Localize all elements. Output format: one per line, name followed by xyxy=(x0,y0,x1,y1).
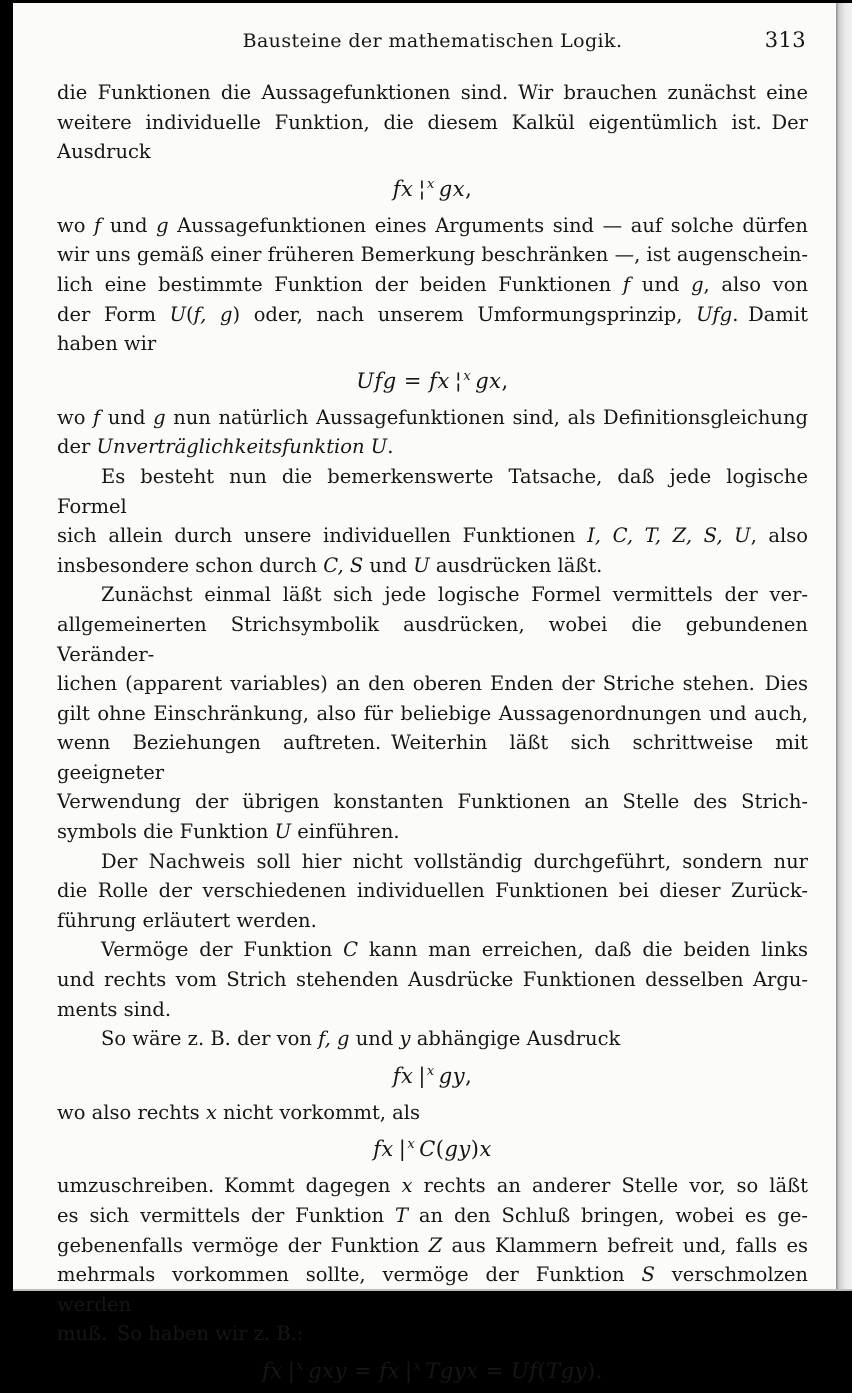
text-line xyxy=(57,787,808,817)
text-line xyxy=(57,995,808,1025)
text-run: mehrmals vorkommen sollte, vermöge der Funktion xyxy=(57,1263,642,1287)
text-line xyxy=(57,270,808,300)
page-header xyxy=(57,28,808,54)
formula-line xyxy=(57,1134,808,1164)
text-run: ( xyxy=(537,1358,547,1383)
math-variable-run: g xyxy=(153,405,166,429)
text-run: führung erläutert werden. xyxy=(57,908,317,932)
text-run: und rechts vom Strich stehenden Ausdrücke Funktionen desselben Argu- xyxy=(57,968,808,992)
text-run: und xyxy=(363,553,414,577)
text-run: und xyxy=(100,405,154,429)
text-run: gilt ohne Einschränkung, also für beliebige Aussagenordnungen und auch, xyxy=(57,701,808,725)
text-line xyxy=(57,462,808,521)
page-bottom-edge xyxy=(13,1289,852,1291)
math-variable-run: f xyxy=(622,272,631,296)
stroke-symbol: | xyxy=(418,1063,426,1088)
stroke-superscript-variable: x xyxy=(296,1358,305,1374)
text-run: Zunächst einmal läßt sich jede logische Formel vermittels der ver- xyxy=(101,583,808,607)
math-variable-run: Unverträglichkeitsfunktion U xyxy=(96,435,388,459)
page-content xyxy=(57,3,808,1393)
math-variable-run: f xyxy=(93,405,101,429)
math-variable-run: x xyxy=(401,1174,413,1198)
text-run: , xyxy=(501,368,509,393)
text-run: ) xyxy=(470,1137,480,1162)
text-line xyxy=(57,551,808,581)
text-run: an den Schluß bringen, wobei es ge- xyxy=(408,1204,808,1227)
text-run: = xyxy=(346,1358,380,1383)
text-run: der xyxy=(57,435,97,459)
math-variable-run: C xyxy=(419,1137,436,1162)
math-variable-run: Ufg xyxy=(696,302,733,326)
math-variable-run: Uf xyxy=(510,1358,538,1383)
text-run: = xyxy=(478,1358,511,1383)
text-run: wo also rechts xyxy=(57,1100,206,1124)
text-run: ments sind. xyxy=(57,997,172,1021)
text-run: allgemeinerten Strichsymbolik ausdrücken, wobei die gebundenen Veränder- xyxy=(57,612,808,666)
math-variable-run: fx xyxy=(392,1063,414,1088)
math-variable-run: U xyxy=(274,820,292,844)
running-title: Bausteine der mathematischen Logik. xyxy=(242,30,623,52)
text-run: kann man erreichen, daß die beiden links xyxy=(358,938,809,962)
text-run: der Form xyxy=(57,302,170,326)
math-variable-run: y xyxy=(399,1027,411,1051)
text-run: Ausdruck xyxy=(57,140,151,164)
text-line xyxy=(57,1319,808,1349)
stroke-superscript-variable: x xyxy=(407,1137,416,1153)
math-variable-run: fx xyxy=(429,368,450,393)
stroke-superscript-variable: x xyxy=(426,1063,435,1079)
text-run: ausdrücken läßt. xyxy=(429,553,603,577)
math-variable-run: fx xyxy=(379,1358,400,1383)
text-line xyxy=(57,211,808,241)
text-run: muß. So haben wir z. B.: xyxy=(57,1322,304,1346)
text-run: nicht vorkommt, als xyxy=(216,1100,421,1124)
text-run: wo xyxy=(57,405,94,429)
math-variable-run: Tgyx xyxy=(425,1358,479,1383)
text-run: So wäre z. B. der von xyxy=(101,1027,319,1051)
text-line xyxy=(57,965,808,995)
text-run: , xyxy=(465,1063,473,1088)
text-run: wenn Beziehungen auftreten. Weiterhin läßt sich schrittweise mit geeigneter xyxy=(57,731,808,784)
text-run: weitere individuelle Funktion, die diesem Kalkül eigentümlich ist. Der xyxy=(57,110,808,134)
text-run: lichen (apparent variables) an den oberen Enden der Striche stehen. Dies xyxy=(57,672,808,696)
text-run: wo xyxy=(57,213,95,237)
text-run: ). xyxy=(586,1358,603,1383)
formula-line xyxy=(57,1061,808,1091)
text-run: verschmolzen werden xyxy=(57,1263,808,1316)
text-run: . xyxy=(387,435,394,459)
math-variable-run: S xyxy=(641,1263,655,1287)
formula-line xyxy=(57,366,808,396)
math-variable-run: fx xyxy=(373,1137,394,1162)
math-variable-run: gy xyxy=(438,1063,466,1088)
math-variable-run: g xyxy=(156,213,169,237)
math-variable-run: x xyxy=(479,1137,492,1162)
page-edge-shadow xyxy=(836,3,852,1291)
text-line xyxy=(57,521,808,551)
text-line xyxy=(57,329,808,359)
math-variable-run: x xyxy=(205,1100,217,1124)
math-variable-run: U xyxy=(169,302,187,326)
text-run: und xyxy=(630,272,692,296)
math-variable-run: gxy xyxy=(308,1358,347,1383)
stroke-symbol: | xyxy=(404,1358,413,1383)
text-run: die Funktionen die Aussagefunktionen sind. Wir brauchen zunächst eine xyxy=(57,81,808,104)
page-body xyxy=(57,78,808,1386)
text-run: symbols die Funktion xyxy=(57,820,275,844)
math-variable-run: T xyxy=(395,1204,409,1227)
text-line xyxy=(57,432,808,462)
math-variable-run: f xyxy=(94,213,102,237)
formula-line xyxy=(57,1356,808,1386)
text-line xyxy=(57,847,808,877)
text-line xyxy=(57,1171,808,1201)
text-run: sich allein durch unsere individuellen Funktionen xyxy=(57,524,588,548)
stroke-superscript-variable: x xyxy=(413,1358,422,1374)
text-run: aus Klammern befreit und, falls es xyxy=(442,1233,809,1257)
text-line xyxy=(57,610,808,669)
text-run: Aussagefunktionen eines Arguments sind — auf solche dürfen xyxy=(168,213,808,237)
math-variable-run: U xyxy=(413,553,430,577)
text-run: einführen. xyxy=(291,820,400,844)
text-run: , xyxy=(465,176,473,201)
text-run: lich eine bestimmte Funktion der beiden Funktionen xyxy=(57,272,623,296)
text-run: wir uns gemäß einer früheren Bemerkung beschränken —, ist augenschein- xyxy=(57,243,808,267)
text-line xyxy=(57,876,808,906)
text-run: , also xyxy=(750,524,809,548)
math-variable-run: fx xyxy=(392,176,414,201)
text-line xyxy=(57,1231,808,1261)
text-run: umzuschreiben. Kommt dagegen xyxy=(57,1174,402,1198)
text-run: rechts an anderer Stelle vor, so läßt xyxy=(412,1174,808,1198)
text-line xyxy=(57,1098,808,1128)
math-variable-run: C xyxy=(343,938,359,962)
stroke-symbol: ¦ xyxy=(454,368,463,393)
text-run: ( xyxy=(186,302,194,326)
text-run: Es besteht nun die bemerkenswerte Tatsache, daß jede logische Formel xyxy=(57,464,808,518)
stroke-symbol: | xyxy=(398,1137,407,1162)
math-variable-run: gx xyxy=(438,176,466,201)
text-run: nun natürlich Aussagefunktionen sind, als Definitionsgleichung xyxy=(165,405,808,429)
math-variable-run: I, C, T, Z, S, U xyxy=(587,524,751,548)
text-line xyxy=(57,300,808,330)
text-run: Verwendung der übrigen konstanten Funktionen an Stelle des Strich- xyxy=(57,790,808,814)
text-line xyxy=(57,669,808,699)
text-line xyxy=(57,699,808,729)
math-variable-run: C, S xyxy=(323,553,364,577)
text-line xyxy=(57,1201,808,1231)
math-variable-run: gx xyxy=(475,368,502,393)
text-run: und xyxy=(101,213,157,237)
text-run: insbesondere schon durch xyxy=(57,553,324,577)
text-run: gebenenfalls vermöge der Funktion xyxy=(57,1233,429,1257)
page-number: 313 xyxy=(764,28,806,52)
text-line xyxy=(57,580,808,610)
text-run: die Rolle der verschiedenen individuellen Funktionen bei dieser Zurück- xyxy=(57,879,808,903)
text-run: , also von xyxy=(703,272,808,296)
text-run: ) oder, nach unserem Umformungsprinzip, xyxy=(232,302,697,326)
text-run: haben wir xyxy=(57,332,157,356)
stroke-symbol: ¦ xyxy=(418,176,426,201)
book-page xyxy=(13,3,838,1383)
text-line xyxy=(57,935,808,965)
math-variable-run: f, g xyxy=(193,302,233,326)
text-line xyxy=(57,817,808,847)
math-variable-run: fx xyxy=(262,1358,283,1383)
text-run: ( xyxy=(435,1137,445,1162)
math-variable-run: g xyxy=(691,272,704,296)
text-run: Vermöge der Funktion xyxy=(101,938,344,962)
stroke-symbol: | xyxy=(287,1358,296,1383)
math-variable-run: Z xyxy=(428,1233,443,1257)
math-variable-run: f, g xyxy=(318,1027,350,1051)
text-run: Der Nachweis soll hier nicht vollständig durchgeführt, sondern nur xyxy=(101,849,808,873)
stroke-superscript-variable: x xyxy=(426,176,435,192)
text-line xyxy=(57,906,808,936)
text-line xyxy=(57,403,808,433)
math-variable-run: Ufg xyxy=(356,368,397,393)
math-variable-run: gy xyxy=(444,1137,471,1162)
text-line xyxy=(57,728,808,787)
math-variable-run: Tgy xyxy=(546,1358,587,1383)
stroke-superscript-variable: x xyxy=(463,368,472,384)
text-line xyxy=(57,240,808,270)
text-line xyxy=(57,78,808,108)
formula-line xyxy=(57,174,808,204)
text-line xyxy=(57,1024,808,1054)
text-line xyxy=(57,137,808,167)
text-run: und xyxy=(349,1027,400,1051)
text-run: = xyxy=(396,368,430,393)
text-run: . Damit xyxy=(732,302,808,326)
text-run: es sich vermittels der Funktion xyxy=(57,1204,396,1227)
text-line xyxy=(57,108,808,138)
text-run: abhängige Ausdruck xyxy=(410,1027,621,1051)
